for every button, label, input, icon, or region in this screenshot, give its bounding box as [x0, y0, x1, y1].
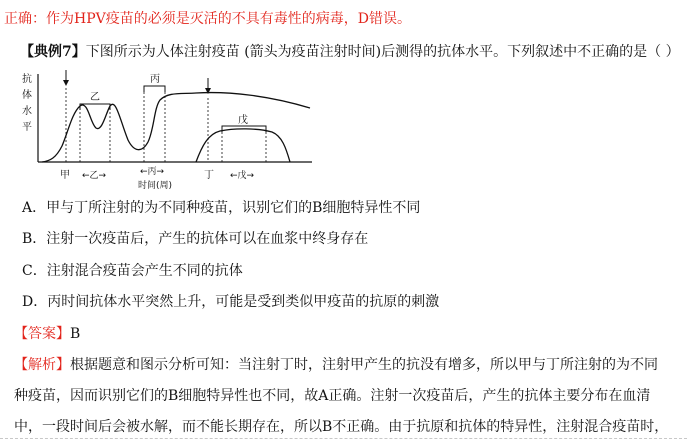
ylabel-char-2: 体 — [22, 90, 32, 101]
correct-text: 作为HPV疫苗的必须是灭活的不具有毒性的病毒，D错误。 — [46, 11, 411, 27]
analysis-line-1 — [14, 355, 658, 375]
label-yi-bottom: ←乙→ — [82, 171, 107, 181]
ylabel-char-3: 水 — [22, 106, 32, 117]
analysis-line-3: 中，一段时间后会被水解，而不能长期存在，所以B不正确。由于抗原和抗体的特异性，注射混合疫苗时， — [14, 419, 669, 435]
wu-hump — [196, 129, 290, 162]
label-bing-bottom: ←丙→ — [140, 167, 165, 177]
answer-value: B — [70, 326, 81, 342]
analysis-label: 【解析】 — [14, 357, 70, 373]
question-tag: 【典例7】 — [20, 44, 86, 60]
question-line — [20, 42, 680, 62]
label-jia: 甲 — [60, 170, 70, 181]
antibody-curve — [42, 93, 310, 162]
analysis-text-1: 根据题意和图示分析可知：当注射丁时，注射甲产生的抗没有增多，所以甲与丁所注射的为不同 — [70, 357, 658, 373]
analysis-line-2: 种疫苗，因而识别它们的B细胞特异性也不同，故A正确。注射一次疫苗后，产生的抗体主要分布在血清 — [14, 388, 651, 404]
option-a: A．甲与丁所注射的为不同种疫苗，识别它们的B细胞特异性不同 — [22, 200, 421, 216]
injection-arrow-ding — [205, 78, 211, 94]
label-wu-top: 戊 — [238, 115, 248, 126]
answer-label: 【答案】 — [14, 326, 70, 342]
label-yi-top: 乙 — [90, 92, 100, 103]
injection-arrow-jia — [63, 70, 69, 86]
answer-line — [14, 324, 80, 344]
option-c: C．注射混合疫苗会产生不同的抗体 — [22, 263, 243, 279]
ylabel-char-1: 抗 — [22, 74, 32, 85]
label-wu-bottom: ←戊→ — [230, 171, 255, 181]
correct-label: 正确： — [4, 11, 46, 27]
label-ding: 丁 — [204, 170, 214, 181]
ylabel-char-4: 平 — [22, 122, 32, 133]
antibody-level-figure — [20, 68, 340, 198]
label-bing-top: 丙 — [150, 74, 160, 85]
correct-note — [4, 9, 411, 29]
question-text: 下图所示为人体注射疫苗 (箭头为疫苗注射时间)后测得的抗体水平。下列叙述中不正确的是（ ） — [85, 44, 680, 60]
option-d: D．丙时间抗体水平突然上升，可能是受到类似甲疫苗的抗原的刺激 — [22, 294, 440, 310]
x-axis-label: 时间(周) — [138, 181, 173, 191]
option-b: B．注射一次疫苗后，产生的抗体可以在血浆中终身存在 — [22, 231, 369, 247]
